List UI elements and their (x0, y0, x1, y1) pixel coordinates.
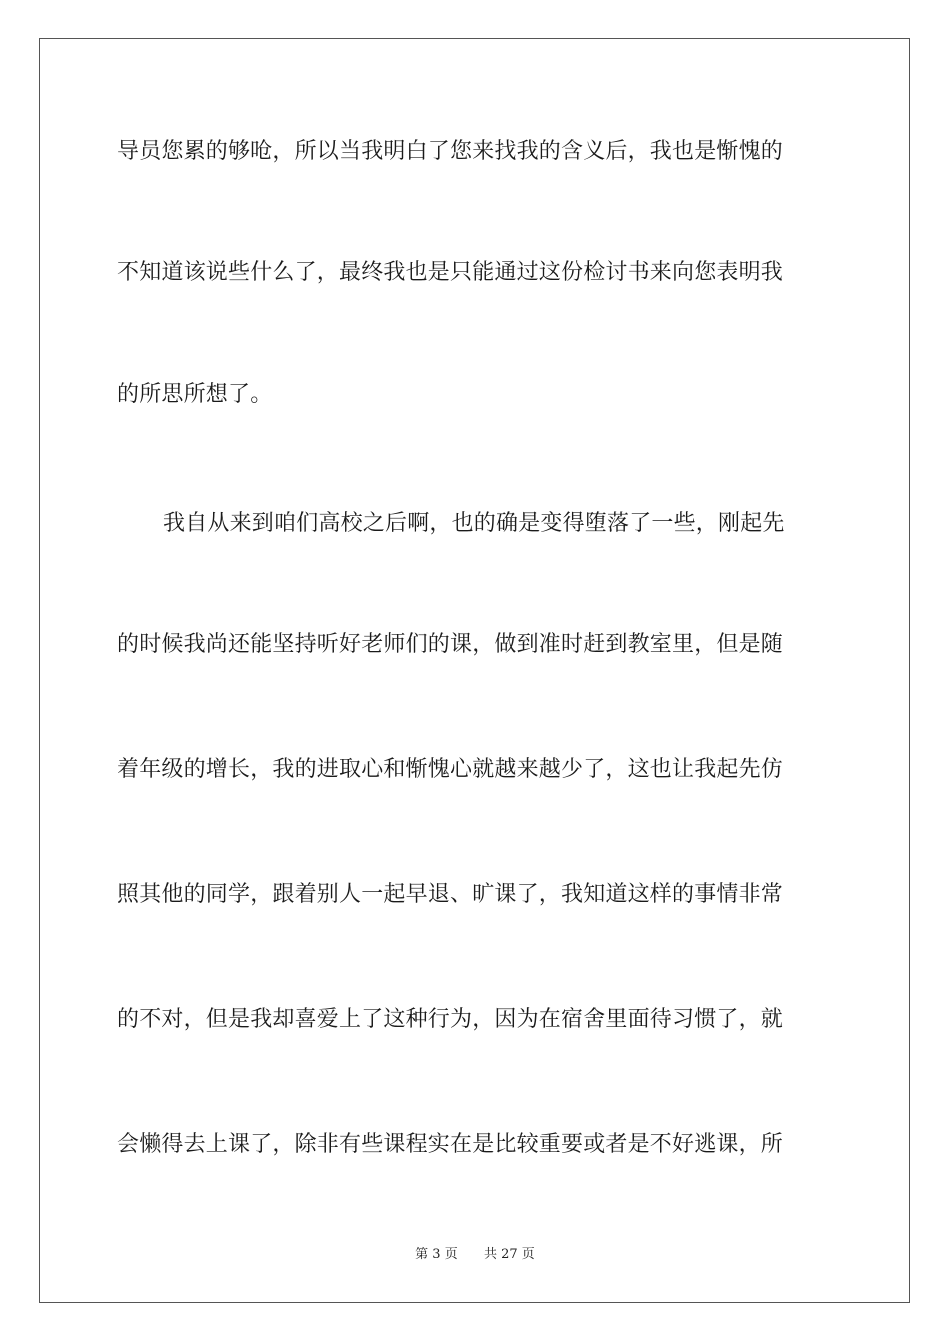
page-border (39, 38, 910, 1303)
text-line-paragraph-start: 我自从来到咱们高校之后啊，也的确是变得堕落了一些，刚起先 (163, 511, 785, 536)
page-number: 第 3 页 (415, 1247, 458, 1262)
text-line: 的时候我尚还能坚持听好老师们的课，做到准时赶到教室里，但是随 (117, 632, 784, 657)
text-line: 着年级的增长，我的进取心和惭愧心就越来越少了，这也让我起先仿 (117, 757, 784, 782)
text-line: 不知道该说些什么了，最终我也是只能通过这份检讨书来向您表明我 (117, 260, 784, 285)
page-footer (0, 1246, 950, 1264)
text-line: 导员您累的够呛，所以当我明白了您来找我的含义后，我也是惭愧的 (117, 139, 784, 164)
total-pages: 共 27 页 (484, 1247, 535, 1262)
text-line: 的所思所想了。 (117, 382, 273, 407)
text-line: 会懒得去上课了，除非有些课程实在是比较重要或者是不好逃课，所 (117, 1132, 784, 1157)
text-line: 的不对，但是我却喜爱上了这种行为，因为在宿舍里面待习惯了，就 (117, 1007, 784, 1032)
text-line: 照其他的同学，跟着别人一起早退、旷课了，我知道这样的事情非常 (117, 882, 784, 907)
